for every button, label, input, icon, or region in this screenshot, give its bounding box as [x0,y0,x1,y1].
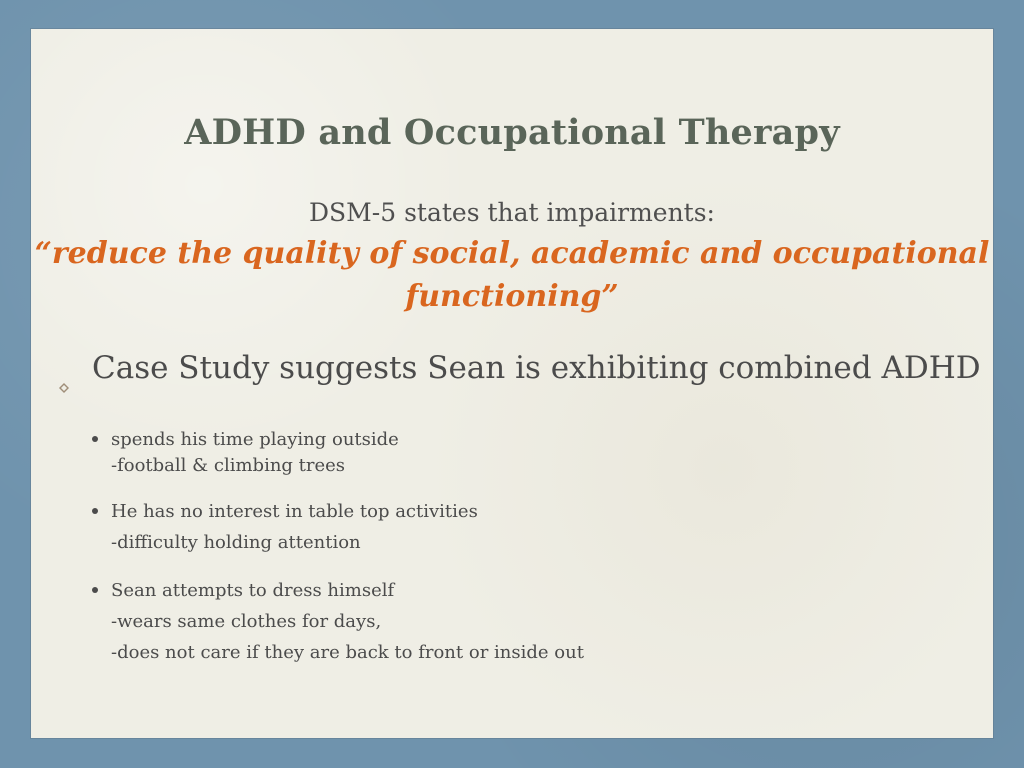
sub-bullet-2-text [111,499,478,556]
sub-bullet-1-line-2: -football & climbing trees [111,455,346,476]
sub-bullet-3-line-2: -wears same clothes for days, [111,611,382,632]
quote-line-2: functioning” [405,279,619,314]
dot-bullet-icon [92,436,98,442]
diamond-bullet-icon [59,365,67,373]
sub-bullet-1-text [111,427,399,479]
dot-bullet-icon [92,508,98,514]
sub-bullet-3-text [111,578,584,666]
dot-bullet-icon [92,587,98,593]
sub-bullet-2-line-1: He has no interest in table top activities [111,501,478,522]
slide-title: ADHD and Occupational Therapy [184,112,840,153]
sub-bullet-2-line-2: -difficulty holding attention [111,532,361,553]
sub-bullet-3-line-1: Sean attempts to dress himself [111,580,395,601]
sub-bullet-1-line-1: spends his time playing outside [111,429,399,450]
main-bullet-text: Case Study suggests Sean is exhibiting combined ADHD [92,350,981,386]
sub-bullet-3-line-3: -does not care if they are back to front or inside out [111,642,584,663]
dsm-quote [31,232,993,318]
quote-line-1: “reduce the quality of social, academic and occupational [34,236,990,271]
slide-subtitle: DSM-5 states that impairments: [309,198,715,227]
slide-canvas [31,29,993,738]
